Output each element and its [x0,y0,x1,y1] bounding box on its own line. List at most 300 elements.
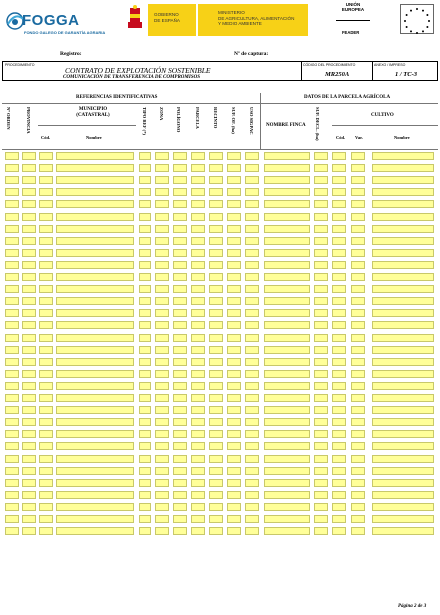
field-cultivo-nombre[interactable] [372,321,434,329]
field-municipio-cod[interactable] [39,515,53,523]
field-poligono[interactable] [173,418,187,426]
field-municipio-nombre[interactable] [56,225,134,233]
field-provincia[interactable] [22,346,36,354]
field-recinto[interactable] [209,176,223,184]
field-provincia[interactable] [22,455,36,463]
field-cultivo-cod[interactable] [332,491,346,499]
field-cultivo-cod[interactable] [332,225,346,233]
field-recinto[interactable] [209,503,223,511]
field-municipio-cod[interactable] [39,188,53,196]
field-parcela[interactable] [191,370,205,378]
field-poligono[interactable] [173,176,187,184]
field-tipo-ref[interactable] [139,213,151,221]
field-zona[interactable] [155,346,169,354]
field-tipo-ref[interactable] [139,370,151,378]
field-sup-decl[interactable] [314,358,328,366]
field-nombre-finca[interactable] [264,200,310,208]
field-tipo-ref[interactable] [139,491,151,499]
field-sup-of[interactable] [227,285,241,293]
field-cultivo-cod[interactable] [332,527,346,535]
field-zona[interactable] [155,491,169,499]
field-uso-sigpac[interactable] [245,418,259,426]
field-sup-of[interactable] [227,467,241,475]
field-municipio-cod[interactable] [39,334,53,342]
field-zona[interactable] [155,370,169,378]
field-tipo-ref[interactable] [139,442,151,450]
field-cultivo-nombre[interactable] [372,346,434,354]
field-nombre-finca[interactable] [264,370,310,378]
field-sup-of[interactable] [227,358,241,366]
field-parcela[interactable] [191,188,205,196]
field-municipio-cod[interactable] [39,382,53,390]
field-poligono[interactable] [173,370,187,378]
field-orden[interactable] [5,176,19,184]
field-municipio-cod[interactable] [39,297,53,305]
field-recinto[interactable] [209,358,223,366]
field-cultivo-cod[interactable] [332,261,346,269]
field-parcela[interactable] [191,467,205,475]
field-zona[interactable] [155,176,169,184]
field-recinto[interactable] [209,394,223,402]
field-sup-of[interactable] [227,418,241,426]
field-sup-decl[interactable] [314,200,328,208]
field-uso-sigpac[interactable] [245,515,259,523]
field-poligono[interactable] [173,358,187,366]
field-cultivo-cod[interactable] [332,358,346,366]
field-cultivo-nombre[interactable] [372,285,434,293]
field-sup-of[interactable] [227,273,241,281]
field-recinto[interactable] [209,200,223,208]
field-nombre-finca[interactable] [264,297,310,305]
field-cultivo-nombre[interactable] [372,213,434,221]
field-uso-sigpac[interactable] [245,237,259,245]
field-provincia[interactable] [22,527,36,535]
field-provincia[interactable] [22,515,36,523]
field-cultivo-cod[interactable] [332,406,346,414]
field-recinto[interactable] [209,406,223,414]
field-zona[interactable] [155,152,169,160]
field-recinto[interactable] [209,479,223,487]
field-provincia[interactable] [22,285,36,293]
field-recinto[interactable] [209,261,223,269]
field-municipio-cod[interactable] [39,200,53,208]
field-tipo-ref[interactable] [139,382,151,390]
field-cultivo-cod[interactable] [332,309,346,317]
field-recinto[interactable] [209,430,223,438]
field-tipo-ref[interactable] [139,358,151,366]
field-nombre-finca[interactable] [264,527,310,535]
field-sup-of[interactable] [227,200,241,208]
field-uso-sigpac[interactable] [245,358,259,366]
field-sup-of[interactable] [227,346,241,354]
field-cultivo-var[interactable] [351,346,365,354]
field-sup-of[interactable] [227,370,241,378]
field-provincia[interactable] [22,225,36,233]
field-cultivo-var[interactable] [351,213,365,221]
field-cultivo-cod[interactable] [332,479,346,487]
field-poligono[interactable] [173,321,187,329]
field-municipio-nombre[interactable] [56,442,134,450]
field-nombre-finca[interactable] [264,382,310,390]
field-cultivo-var[interactable] [351,285,365,293]
field-cultivo-var[interactable] [351,382,365,390]
field-cultivo-var[interactable] [351,273,365,281]
field-sup-of[interactable] [227,430,241,438]
field-municipio-nombre[interactable] [56,491,134,499]
field-uso-sigpac[interactable] [245,225,259,233]
field-cultivo-nombre[interactable] [372,225,434,233]
field-cultivo-nombre[interactable] [372,273,434,281]
field-sup-of[interactable] [227,442,241,450]
field-orden[interactable] [5,285,19,293]
field-cultivo-nombre[interactable] [372,503,434,511]
field-orden[interactable] [5,152,19,160]
field-recinto[interactable] [209,321,223,329]
field-municipio-nombre[interactable] [56,382,134,390]
field-cultivo-nombre[interactable] [372,152,434,160]
field-sup-of[interactable] [227,152,241,160]
field-orden[interactable] [5,358,19,366]
field-cultivo-cod[interactable] [332,455,346,463]
field-sup-decl[interactable] [314,273,328,281]
field-zona[interactable] [155,321,169,329]
field-municipio-cod[interactable] [39,370,53,378]
field-zona[interactable] [155,273,169,281]
field-cultivo-nombre[interactable] [372,442,434,450]
field-provincia[interactable] [22,152,36,160]
field-poligono[interactable] [173,467,187,475]
field-uso-sigpac[interactable] [245,176,259,184]
field-orden[interactable] [5,382,19,390]
field-orden[interactable] [5,273,19,281]
field-cultivo-var[interactable] [351,370,365,378]
field-cultivo-cod[interactable] [332,394,346,402]
field-provincia[interactable] [22,200,36,208]
field-cultivo-nombre[interactable] [372,309,434,317]
field-municipio-nombre[interactable] [56,176,134,184]
field-sup-decl[interactable] [314,406,328,414]
field-uso-sigpac[interactable] [245,382,259,390]
field-provincia[interactable] [22,213,36,221]
field-recinto[interactable] [209,491,223,499]
field-cultivo-var[interactable] [351,176,365,184]
field-municipio-cod[interactable] [39,321,53,329]
field-cultivo-var[interactable] [351,479,365,487]
field-orden[interactable] [5,527,19,535]
field-nombre-finca[interactable] [264,176,310,184]
field-orden[interactable] [5,297,19,305]
field-provincia[interactable] [22,297,36,305]
field-uso-sigpac[interactable] [245,334,259,342]
field-uso-sigpac[interactable] [245,467,259,475]
field-zona[interactable] [155,225,169,233]
field-zona[interactable] [155,249,169,257]
field-recinto[interactable] [209,309,223,317]
field-zona[interactable] [155,479,169,487]
field-cultivo-nombre[interactable] [372,200,434,208]
field-cultivo-var[interactable] [351,455,365,463]
field-municipio-cod[interactable] [39,346,53,354]
field-cultivo-var[interactable] [351,249,365,257]
field-nombre-finca[interactable] [264,213,310,221]
field-municipio-cod[interactable] [39,309,53,317]
field-parcela[interactable] [191,237,205,245]
field-parcela[interactable] [191,406,205,414]
field-municipio-cod[interactable] [39,152,53,160]
field-cultivo-var[interactable] [351,200,365,208]
field-sup-decl[interactable] [314,346,328,354]
field-tipo-ref[interactable] [139,406,151,414]
field-nombre-finca[interactable] [264,309,310,317]
field-cultivo-cod[interactable] [332,334,346,342]
field-parcela[interactable] [191,334,205,342]
field-uso-sigpac[interactable] [245,200,259,208]
field-municipio-nombre[interactable] [56,370,134,378]
field-municipio-nombre[interactable] [56,164,134,172]
field-provincia[interactable] [22,370,36,378]
field-municipio-nombre[interactable] [56,213,134,221]
field-sup-decl[interactable] [314,213,328,221]
field-tipo-ref[interactable] [139,467,151,475]
field-nombre-finca[interactable] [264,406,310,414]
field-uso-sigpac[interactable] [245,321,259,329]
field-uso-sigpac[interactable] [245,503,259,511]
field-recinto[interactable] [209,152,223,160]
field-recinto[interactable] [209,164,223,172]
field-municipio-nombre[interactable] [56,273,134,281]
field-zona[interactable] [155,309,169,317]
field-zona[interactable] [155,237,169,245]
field-uso-sigpac[interactable] [245,479,259,487]
field-cultivo-cod[interactable] [332,273,346,281]
field-uso-sigpac[interactable] [245,406,259,414]
field-poligono[interactable] [173,382,187,390]
field-parcela[interactable] [191,297,205,305]
field-municipio-cod[interactable] [39,261,53,269]
field-poligono[interactable] [173,188,187,196]
field-provincia[interactable] [22,503,36,511]
field-nombre-finca[interactable] [264,164,310,172]
field-municipio-cod[interactable] [39,394,53,402]
field-municipio-nombre[interactable] [56,515,134,523]
field-orden[interactable] [5,164,19,172]
field-sup-of[interactable] [227,394,241,402]
field-sup-decl[interactable] [314,394,328,402]
field-municipio-cod[interactable] [39,285,53,293]
field-parcela[interactable] [191,394,205,402]
field-provincia[interactable] [22,261,36,269]
field-poligono[interactable] [173,285,187,293]
field-municipio-nombre[interactable] [56,237,134,245]
field-orden[interactable] [5,467,19,475]
field-provincia[interactable] [22,430,36,438]
field-uso-sigpac[interactable] [245,346,259,354]
field-cultivo-var[interactable] [351,297,365,305]
field-tipo-ref[interactable] [139,503,151,511]
field-orden[interactable] [5,321,19,329]
field-nombre-finca[interactable] [264,455,310,463]
field-cultivo-var[interactable] [351,309,365,317]
field-cultivo-nombre[interactable] [372,382,434,390]
field-orden[interactable] [5,406,19,414]
field-tipo-ref[interactable] [139,249,151,257]
field-tipo-ref[interactable] [139,273,151,281]
field-uso-sigpac[interactable] [245,285,259,293]
field-nombre-finca[interactable] [264,321,310,329]
field-poligono[interactable] [173,479,187,487]
field-parcela[interactable] [191,309,205,317]
field-recinto[interactable] [209,285,223,293]
field-municipio-cod[interactable] [39,430,53,438]
field-uso-sigpac[interactable] [245,188,259,196]
field-cultivo-var[interactable] [351,321,365,329]
field-cultivo-cod[interactable] [332,467,346,475]
field-sup-of[interactable] [227,406,241,414]
field-cultivo-var[interactable] [351,334,365,342]
field-municipio-nombre[interactable] [56,249,134,257]
field-poligono[interactable] [173,200,187,208]
field-poligono[interactable] [173,430,187,438]
field-tipo-ref[interactable] [139,334,151,342]
field-poligono[interactable] [173,152,187,160]
field-parcela[interactable] [191,346,205,354]
field-orden[interactable] [5,430,19,438]
field-cultivo-cod[interactable] [332,442,346,450]
field-parcela[interactable] [191,455,205,463]
field-orden[interactable] [5,188,19,196]
field-cultivo-var[interactable] [351,188,365,196]
field-municipio-nombre[interactable] [56,527,134,535]
field-municipio-cod[interactable] [39,176,53,184]
field-tipo-ref[interactable] [139,515,151,523]
field-parcela[interactable] [191,249,205,257]
field-recinto[interactable] [209,225,223,233]
field-nombre-finca[interactable] [264,430,310,438]
field-cultivo-var[interactable] [351,152,365,160]
field-orden[interactable] [5,479,19,487]
field-sup-of[interactable] [227,249,241,257]
field-zona[interactable] [155,467,169,475]
field-poligono[interactable] [173,503,187,511]
field-sup-of[interactable] [227,188,241,196]
field-uso-sigpac[interactable] [245,261,259,269]
field-municipio-nombre[interactable] [56,394,134,402]
field-municipio-cod[interactable] [39,358,53,366]
field-sup-decl[interactable] [314,370,328,378]
field-municipio-nombre[interactable] [56,152,134,160]
field-tipo-ref[interactable] [139,261,151,269]
field-cultivo-cod[interactable] [332,213,346,221]
field-cultivo-cod[interactable] [332,152,346,160]
field-orden[interactable] [5,515,19,523]
field-nombre-finca[interactable] [264,249,310,257]
field-sup-of[interactable] [227,297,241,305]
field-municipio-nombre[interactable] [56,346,134,354]
field-provincia[interactable] [22,382,36,390]
field-tipo-ref[interactable] [139,297,151,305]
field-municipio-cod[interactable] [39,225,53,233]
field-orden[interactable] [5,200,19,208]
field-sup-of[interactable] [227,527,241,535]
field-uso-sigpac[interactable] [245,152,259,160]
field-parcela[interactable] [191,491,205,499]
field-cultivo-var[interactable] [351,491,365,499]
field-poligono[interactable] [173,273,187,281]
field-provincia[interactable] [22,358,36,366]
field-poligono[interactable] [173,406,187,414]
field-cultivo-nombre[interactable] [372,430,434,438]
field-cultivo-cod[interactable] [332,503,346,511]
field-cultivo-var[interactable] [351,406,365,414]
field-municipio-cod[interactable] [39,164,53,172]
field-municipio-nombre[interactable] [56,455,134,463]
field-provincia[interactable] [22,249,36,257]
field-uso-sigpac[interactable] [245,297,259,305]
field-orden[interactable] [5,442,19,450]
field-municipio-nombre[interactable] [56,358,134,366]
field-municipio-cod[interactable] [39,418,53,426]
field-orden[interactable] [5,455,19,463]
field-parcela[interactable] [191,152,205,160]
field-poligono[interactable] [173,213,187,221]
field-municipio-cod[interactable] [39,503,53,511]
field-provincia[interactable] [22,491,36,499]
field-sup-decl[interactable] [314,152,328,160]
field-uso-sigpac[interactable] [245,213,259,221]
field-cultivo-var[interactable] [351,467,365,475]
field-orden[interactable] [5,309,19,317]
field-poligono[interactable] [173,442,187,450]
field-sup-decl[interactable] [314,261,328,269]
field-parcela[interactable] [191,382,205,390]
field-sup-decl[interactable] [314,527,328,535]
field-municipio-cod[interactable] [39,467,53,475]
field-provincia[interactable] [22,394,36,402]
field-cultivo-nombre[interactable] [372,455,434,463]
field-cultivo-var[interactable] [351,164,365,172]
field-sup-decl[interactable] [314,515,328,523]
field-cultivo-cod[interactable] [332,249,346,257]
field-recinto[interactable] [209,237,223,245]
field-uso-sigpac[interactable] [245,249,259,257]
field-cultivo-cod[interactable] [332,321,346,329]
field-recinto[interactable] [209,382,223,390]
field-cultivo-nombre[interactable] [372,249,434,257]
field-nombre-finca[interactable] [264,188,310,196]
field-zona[interactable] [155,406,169,414]
field-municipio-nombre[interactable] [56,321,134,329]
field-cultivo-cod[interactable] [332,297,346,305]
field-poligono[interactable] [173,491,187,499]
field-sup-decl[interactable] [314,479,328,487]
field-tipo-ref[interactable] [139,152,151,160]
field-tipo-ref[interactable] [139,164,151,172]
field-nombre-finca[interactable] [264,515,310,523]
field-parcela[interactable] [191,261,205,269]
field-recinto[interactable] [209,418,223,426]
field-poligono[interactable] [173,527,187,535]
field-municipio-cod[interactable] [39,213,53,221]
field-recinto[interactable] [209,527,223,535]
field-zona[interactable] [155,442,169,450]
field-municipio-cod[interactable] [39,273,53,281]
field-zona[interactable] [155,188,169,196]
field-cultivo-var[interactable] [351,394,365,402]
field-provincia[interactable] [22,237,36,245]
field-cultivo-nombre[interactable] [372,467,434,475]
field-municipio-nombre[interactable] [56,479,134,487]
field-municipio-cod[interactable] [39,249,53,257]
